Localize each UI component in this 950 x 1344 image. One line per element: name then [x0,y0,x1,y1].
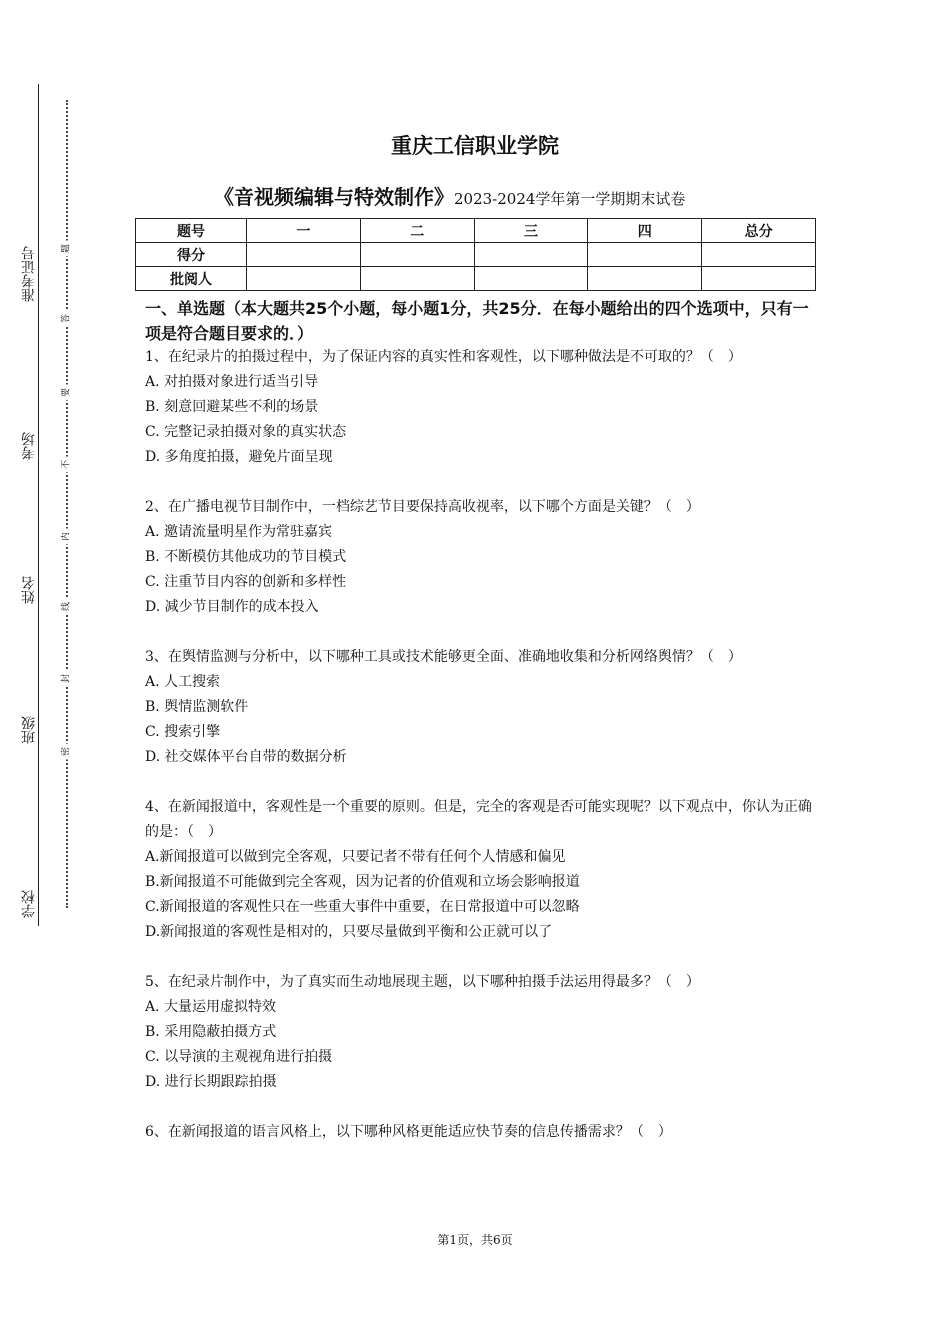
option-c[interactable]: C. 搜索引擎 [145,724,221,740]
option-c[interactable]: C. 以导演的主观视角进行拍摄 [145,1049,333,1065]
option-d[interactable]: D. 进行长期跟踪拍摄 [145,1074,277,1090]
seal-char: 线 [62,599,73,615]
exam-subtitle [214,181,685,210]
option-d[interactable]: D. 多角度拍摄，避免片面呈现 [145,449,333,465]
page-number: 第1页，共6页 [437,1233,513,1247]
score-cell[interactable] [588,243,702,267]
table-header-row [136,219,816,243]
option-d[interactable]: D. 社交媒体平台自带的数据分析 [145,749,347,765]
seal-char: 内 [62,529,73,545]
score-cell[interactable] [360,243,474,267]
option-a[interactable]: A. 大量运用虚拟特效 [145,999,277,1015]
field-exam-room: 考场 [21,432,37,460]
seal-char: 不 [62,457,73,473]
score-table [135,218,816,291]
score-cell[interactable] [247,243,361,267]
option-c[interactable]: C. 完整记录拍摄对象的真实状态 [145,424,347,440]
table-row [136,243,816,267]
grader-cell[interactable] [702,267,816,291]
col-header: 三 [474,219,588,243]
col-header: 题号 [136,219,247,243]
question-stem: 4、在新闻报道中，客观性是一个重要的原则。但是，完全的客观是否可能实现呢？以下观点中，你认为正确的是：（ ） [145,799,812,840]
question-stem: 1、在纪录片的拍摄过程中，为了保证内容的真实性和客观性，以下哪种做法是不可取的？（ ） [145,349,742,365]
field-exam-number: 准考证号 [21,246,37,302]
question-2 [145,495,817,620]
question-stem: 5、在纪录片制作中，为了真实而生动地展现主题，以下哪种拍摄手法运用得最多？（ ） [145,974,700,990]
seal-char: 密 [62,744,73,760]
question-list [145,345,817,1170]
option-b[interactable]: B. 刻意回避某些不利的场景 [145,399,319,415]
option-d[interactable]: D.新闻报道的客观性是相对的，只要尽量做到平衡和公正就可以了 [145,924,553,940]
option-b[interactable]: B. 不断模仿其他成功的节目模式 [145,549,347,565]
question-4 [145,795,817,945]
seal-char: 题 [62,241,73,257]
col-header: 四 [588,219,702,243]
grader-cell[interactable] [474,267,588,291]
question-stem: 6、在新闻报道的语言风格上，以下哪种风格更能适应快节奏的信息传播需求？（ ） [145,1124,672,1140]
question-stem: 3、在舆情监测与分析中，以下哪种工具或技术能够更全面、准确地收集和分析网络舆情？（ ） [145,649,742,665]
score-cell[interactable] [702,243,816,267]
option-b[interactable]: B.新闻报道不可能做到完全客观，因为记者的价值观和立场会影响报道 [145,874,580,890]
question-1 [145,345,817,470]
binding-margin-line [38,84,39,926]
option-c[interactable]: C.新闻报道的客观性只在一些重大事件中重要，在日常报道中可以忽略 [145,899,580,915]
option-a[interactable]: A.新闻报道可以做到完全客观，只要记者不带有任何个人情感和偏见 [145,849,566,865]
table-row [136,267,816,291]
option-a[interactable]: A. 邀请流量明星作为常驻嘉宾 [145,524,333,540]
seal-dotted-line [66,100,68,908]
field-name: 姓名 [21,576,37,604]
seal-char: 答 [62,311,73,327]
option-a[interactable]: A. 人工搜索 [145,674,221,690]
col-header: 总分 [702,219,816,243]
row-label-grader: 批阅人 [136,267,247,291]
score-cell[interactable] [474,243,588,267]
grader-cell[interactable] [247,267,361,291]
option-a[interactable]: A. 对拍摄对象进行适当引导 [145,374,319,390]
question-6 [145,1120,817,1145]
field-class: 班级 [21,716,37,744]
seal-char: 封 [62,671,73,687]
grader-cell[interactable] [588,267,702,291]
section-heading: 一、单选题（本大题共25个小题，每小题1分，共25分．在每小题给出的四个选项中，只有一项是符合题目要求的．） [145,299,809,343]
col-header: 二 [360,219,474,243]
term-label: 2023-2024学年第一学期期末试卷 [454,190,686,208]
option-d[interactable]: D. 减少节目制作的成本投入 [145,599,319,615]
option-b[interactable]: B. 采用隐蔽拍摄方式 [145,1024,277,1040]
course-title: 《音视频编辑与特效制作》 [214,185,454,209]
option-b[interactable]: B. 舆情监测软件 [145,699,249,715]
seal-char: 要 [62,385,73,401]
col-header: 一 [247,219,361,243]
school-title: 重庆工信职业学院 [391,134,559,158]
field-school: 学校 [21,890,37,918]
question-5 [145,970,817,1095]
question-stem: 2、在广播电视节目制作中，一档综艺节目要保持高收视率，以下哪个方面是关键？（ ） [145,499,700,515]
grader-cell[interactable] [360,267,474,291]
row-label-score: 得分 [136,243,247,267]
option-c[interactable]: C. 注重节目内容的创新和多样性 [145,574,347,590]
question-3 [145,645,817,770]
